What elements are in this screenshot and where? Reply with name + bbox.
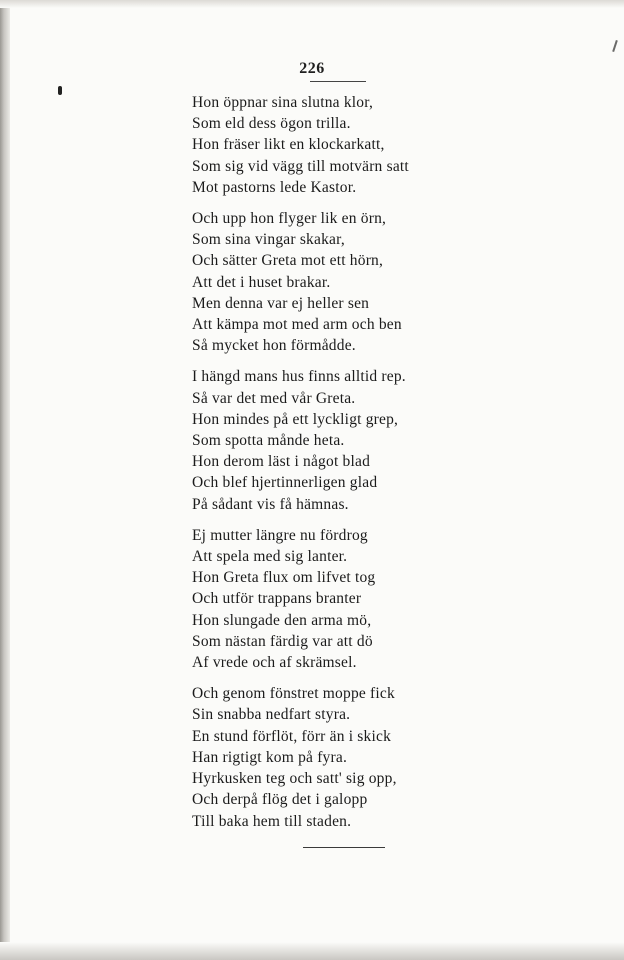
poem-line: På sådant vis få hämnas. (192, 495, 349, 513)
poem-line: Som nästan färdig var att dö (192, 632, 373, 650)
stanza-4 (192, 525, 492, 673)
poem-line: Hon derom läst i något blad (192, 453, 371, 471)
ink-mark (612, 40, 618, 52)
page-binding-edge (0, 0, 10, 960)
poem-line: Ej mutter längre nu fördrog (192, 526, 368, 544)
poem-line: Som sig vid vägg till motvärn satt (192, 157, 409, 175)
poem-line: Till baka hem till staden. (192, 812, 352, 830)
poem-text (192, 92, 492, 842)
poem-line: Och derpå flög det i galopp (192, 791, 368, 809)
poem-line: Och blef hjertinnerligen glad (192, 474, 378, 492)
poem-line: I hängd mans hus finns alltid rep. (192, 368, 406, 386)
page-number: 226 (299, 60, 325, 77)
section-end-rule (303, 847, 385, 848)
stanza-5 (192, 683, 492, 831)
poem-line: Af vrede och af skrämsel. (192, 654, 357, 672)
page-top-edge (0, 0, 624, 8)
poem-line: Så mycket hon förmådde. (192, 337, 356, 355)
poem-line: Hon fräser likt en klockarkatt, (192, 136, 385, 154)
poem-line: Han rigtigt kom på fyra. (192, 748, 348, 766)
poem-line: Att spela med sig lanter. (192, 548, 348, 566)
poem-line: Men denna var ej heller sen (192, 294, 370, 312)
poem-line: Som eld dess ögon trilla. (192, 115, 351, 133)
poem-line: Hon slungade den arma mö, (192, 611, 372, 629)
poem-line: Och genom fönstret moppe fick (192, 685, 395, 703)
poem-line: Som spotta månde heta. (192, 432, 345, 450)
page-bottom-edge (0, 942, 624, 960)
poem-line: En stund förflöt, förr än i skick (192, 727, 392, 745)
poem-line: Mot pastorns lede Kastor. (192, 178, 357, 196)
poem-line: Hon mindes på ett lyckligt grep, (192, 410, 399, 428)
poem-line: Och sätter Greta mot ett hörn, (192, 252, 384, 270)
poem-line: Hyrkusken teg och satt' sig opp, (192, 770, 397, 788)
poem-line: Så var det med vår Greta. (192, 389, 356, 407)
stanza-2 (192, 208, 492, 356)
poem-line: Hon öppnar sina slutna klor, (192, 94, 374, 111)
poem-line: Sin snabba nedfart styra. (192, 706, 351, 724)
poem-line: Och upp hon flyger lik en örn, (192, 210, 387, 228)
poem-line: Som sina vingar skakar, (192, 231, 345, 249)
poem-line: Hon Greta flux om lifvet tog (192, 569, 376, 587)
page-number-rule (310, 81, 366, 82)
stanza-3 (192, 366, 492, 514)
ink-dot (58, 86, 62, 95)
poem-line: Och utför trappans branter (192, 590, 362, 608)
stanza-1 (192, 92, 492, 198)
poem-line: Att det i huset brakar. (192, 273, 331, 291)
poem-line: Att kämpa mot med arm och ben (192, 316, 402, 334)
